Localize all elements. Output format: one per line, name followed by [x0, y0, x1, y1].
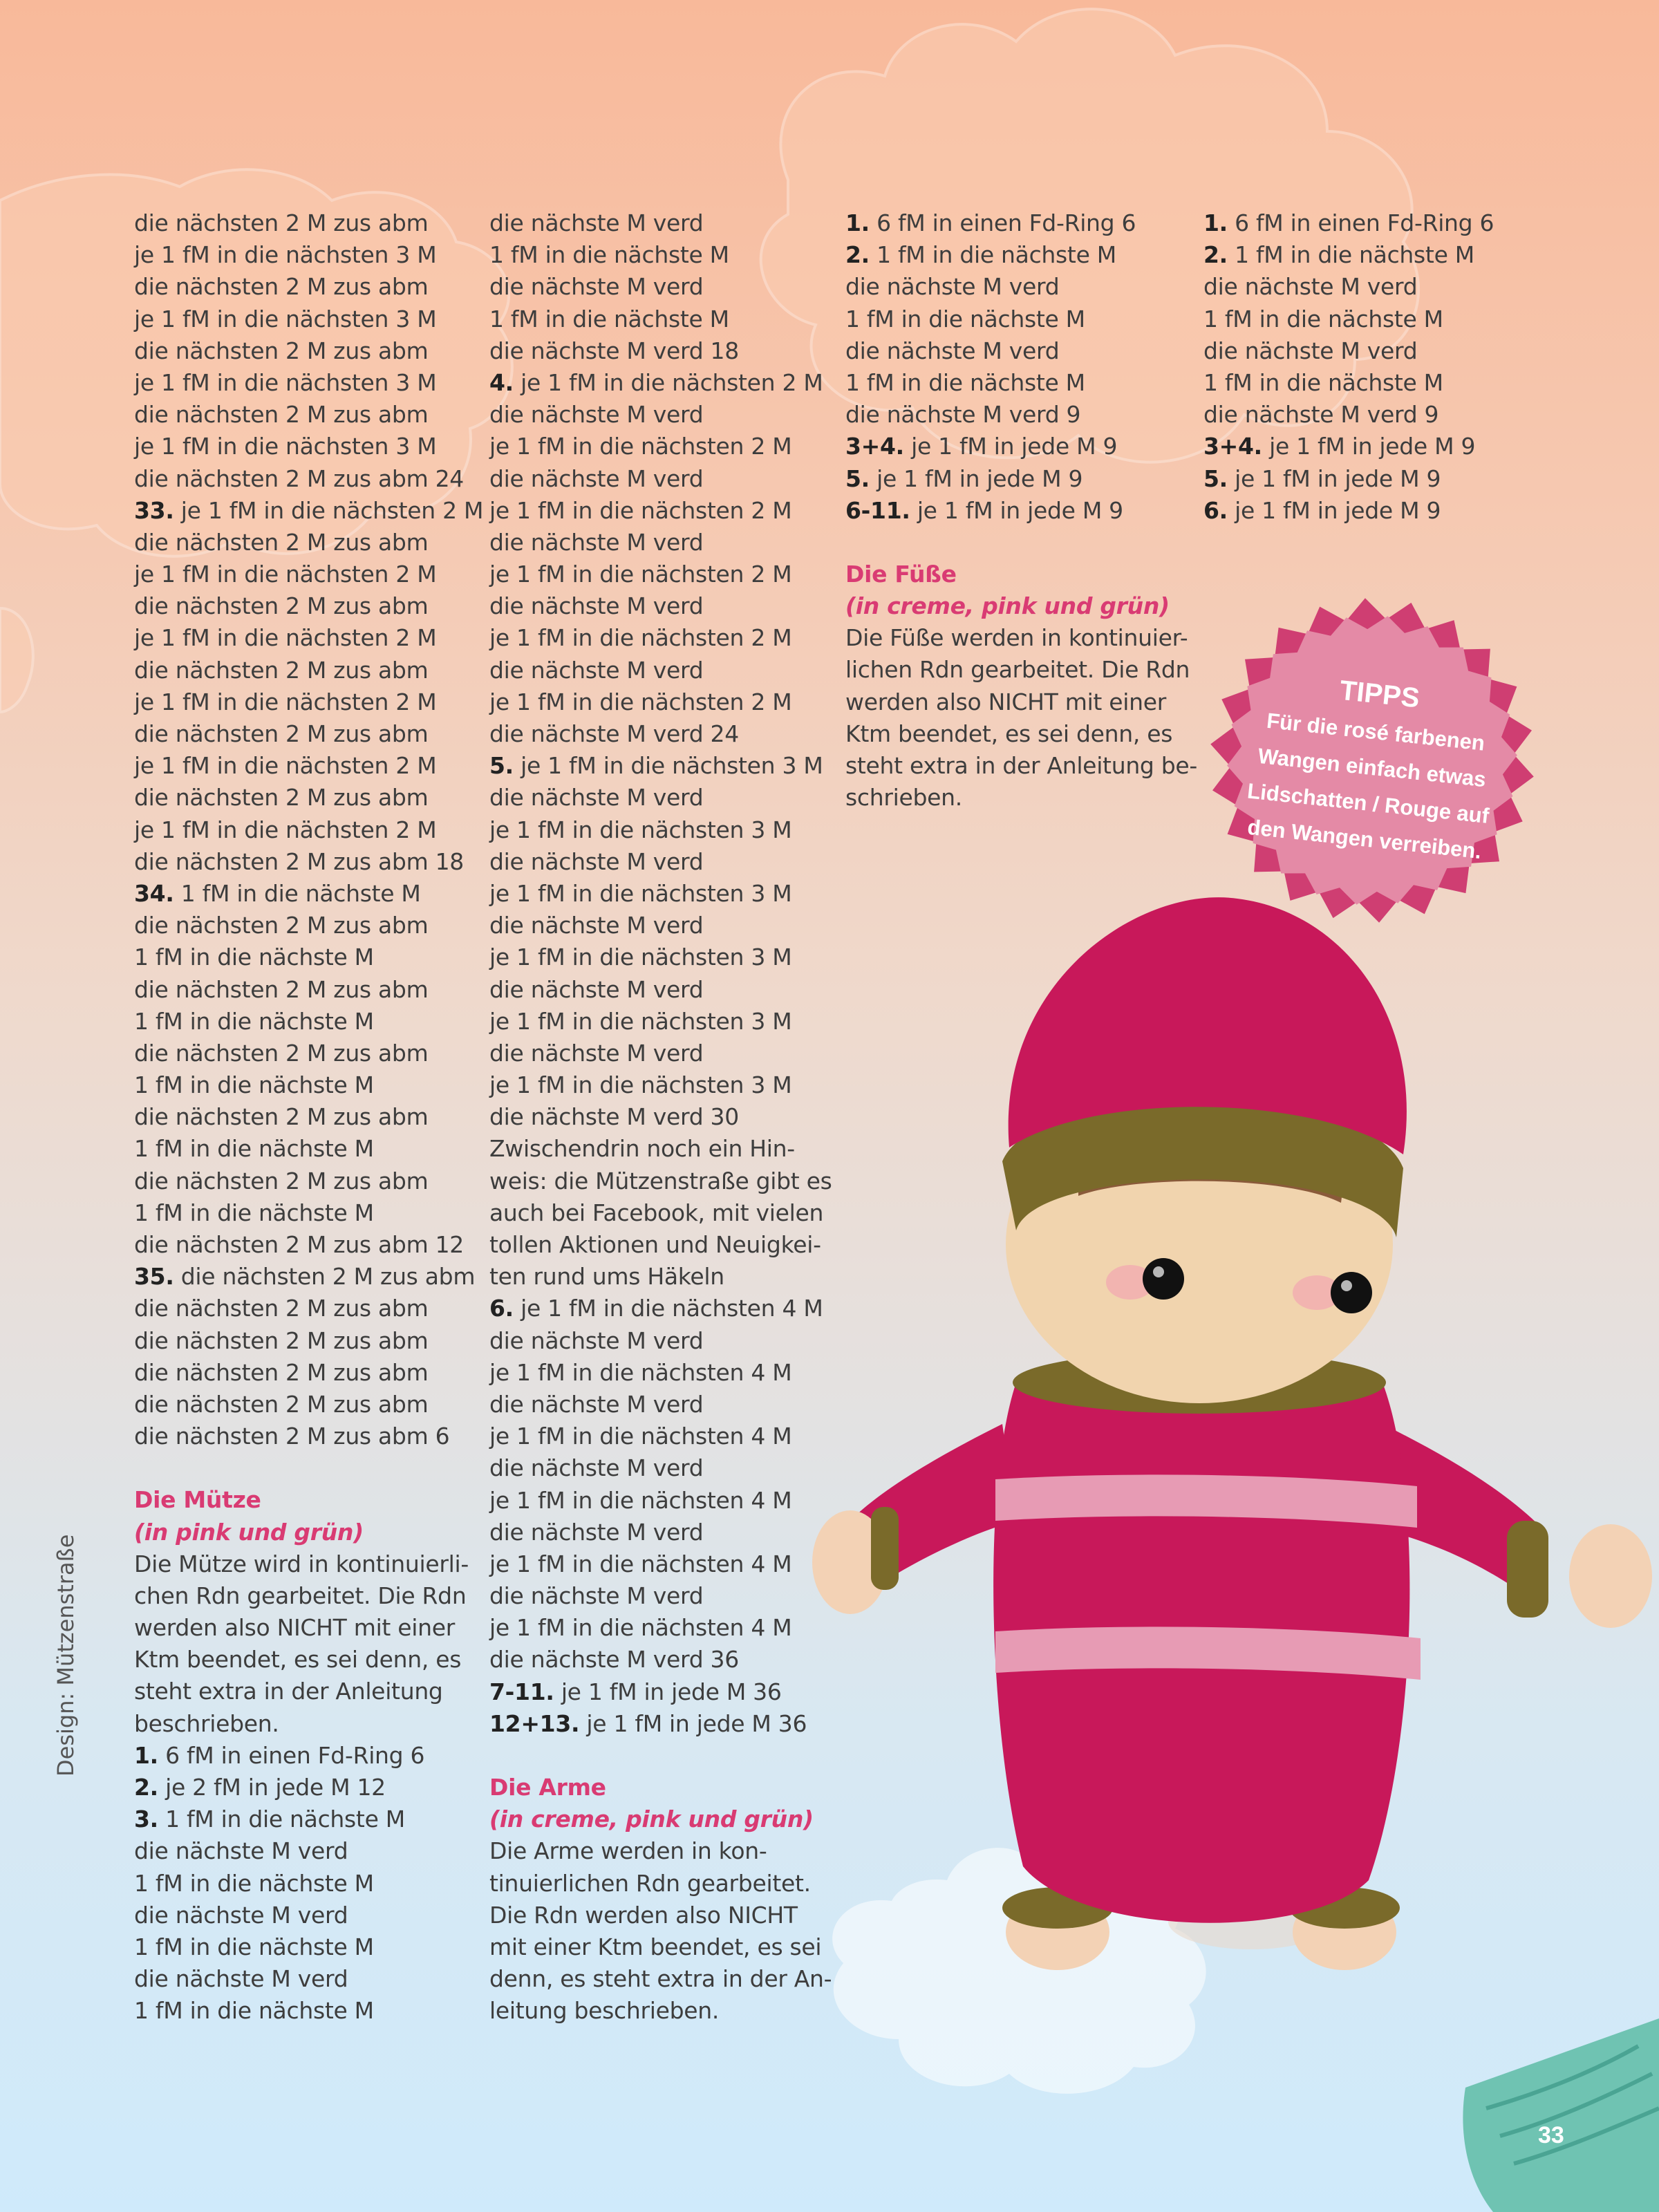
instruction-text: die nächste M verd: [489, 592, 704, 620]
instruction-line: [489, 559, 828, 590]
instruction-text: die nächsten 2 M zus abm: [134, 592, 429, 620]
round-number: 2.: [134, 1774, 158, 1801]
instruction-line: [134, 1931, 473, 1963]
tipps-badge: [1206, 594, 1538, 926]
round-number: 1.: [1203, 209, 1228, 236]
instruction-line: [134, 1900, 473, 1931]
instruction-line: [134, 750, 473, 782]
instruction-line: [489, 1421, 828, 1452]
instruction-line: [489, 1165, 832, 1197]
instruction-line: [489, 622, 828, 654]
instruction-text: je 1 fM in die nächsten 3 M: [489, 944, 792, 971]
instruction-line: [134, 1389, 473, 1421]
instruction-line: [489, 1676, 828, 1708]
instruction-line: [489, 782, 828, 814]
instruction-text: die nächsten 2 M zus abm: [134, 656, 429, 684]
section-paragraph-line: schrieben.: [845, 784, 962, 812]
instruction-text: die nächste M verd: [489, 1454, 704, 1482]
instruction-text: Zwischendrin noch ein Hin-: [489, 1135, 795, 1163]
instruction-line: [134, 303, 473, 335]
instruction-text: die nächsten 2 M zus abm: [134, 528, 429, 556]
instruction-line: [489, 846, 828, 878]
instruction-text: die nächste M verd: [489, 784, 704, 812]
instruction-text: die nächste M verd: [489, 1582, 704, 1610]
section-heading: Die Füße: [845, 560, 957, 588]
instruction-text: die nächste M verd: [1203, 273, 1418, 301]
instruction-text: je 1 fM in die nächsten 4 M: [513, 1295, 823, 1322]
instruction-line: [489, 1069, 828, 1101]
instruction-line: [845, 303, 1184, 335]
instruction-line: [134, 622, 473, 654]
instruction-line: [489, 1325, 828, 1357]
instruction-text: die nächsten 2 M zus abm 24: [134, 465, 465, 492]
instruction-text: die nächsten 2 M zus abm: [134, 273, 429, 301]
section-heading: Die Mütze: [134, 1486, 261, 1514]
instruction-text: die nächste M verd: [845, 273, 1060, 301]
section-paragraph-line: beschrieben.: [134, 1709, 279, 1737]
instruction-line: [134, 1069, 473, 1101]
instruction-text: je 1 fM in jede M 9: [1227, 465, 1441, 492]
instruction-line: [134, 1133, 473, 1165]
round-number: 1.: [845, 209, 870, 236]
instruction-line: [134, 431, 473, 462]
instruction-line: [489, 910, 828, 941]
instruction-line: [134, 846, 473, 878]
round-number: 2.: [1203, 241, 1228, 269]
instruction-line: [134, 239, 473, 271]
instruction-text: die nächste M verd: [489, 912, 704, 939]
instruction-line: [134, 207, 473, 239]
instruction-text: die nächsten 2 M zus abm: [134, 209, 429, 236]
section-paragraph-line: Ktm beendet, es sei denn, es: [134, 1646, 462, 1674]
section-paragraph-line: lichen Rdn gearbeitet. Die Rdn: [845, 656, 1190, 684]
round-number: 6.: [1203, 496, 1228, 524]
instruction-text: je 1 fM in die nächsten 3 M: [489, 1007, 792, 1035]
corner-leaf-decoration: [1463, 2018, 1659, 2212]
instruction-line: [134, 495, 484, 527]
instruction-text: die nächste M verd: [134, 1837, 348, 1865]
round-number: 12+13.: [489, 1709, 580, 1737]
instruction-text: die nächsten 2 M zus abm: [134, 784, 429, 812]
instruction-line: [134, 271, 473, 303]
instruction-text: je 1 fM in jede M 9: [1227, 496, 1441, 524]
instruction-line: [134, 1038, 473, 1069]
instruction-text: je 1 fM in jede M 36: [579, 1709, 807, 1737]
instruction-line: [489, 271, 828, 303]
instruction-text: je 1 fM in die nächsten 3 M: [513, 752, 823, 780]
instruction-line: [845, 399, 1184, 431]
instruction-text: die nächste M verd 24: [489, 720, 739, 747]
instruction-line: [134, 335, 473, 367]
instruction-text: die nächsten 2 M zus abm: [134, 401, 429, 429]
round-number: 2.: [845, 241, 870, 269]
instruction-text: je 1 fM in die nächsten 2 M: [174, 496, 484, 524]
instruction-text: tollen Aktionen und Neuigkei-: [489, 1231, 821, 1258]
instruction-line: [489, 1612, 828, 1644]
section-paragraph-line: werden also NICHT mit einer: [134, 1614, 456, 1642]
round-number: 6-11.: [845, 496, 910, 524]
instruction-line: [489, 1293, 828, 1324]
round-number: 34.: [134, 879, 174, 907]
section-paragraph-line: Ktm beendet, es sei denn, es: [845, 720, 1173, 747]
instruction-text: die nächsten 2 M zus abm 12: [134, 1231, 465, 1258]
section-subheading: (in creme, pink und grün): [845, 592, 1170, 620]
instruction-text: die nächsten 2 M zus abm: [174, 1263, 476, 1291]
instruction-line: [134, 782, 473, 814]
instruction-text: je 1 fM in die nächsten 2 M: [134, 752, 437, 780]
instruction-line: [489, 1548, 828, 1580]
instruction-line: [1203, 335, 1542, 367]
instruction-line: [489, 463, 828, 495]
instruction-text: die nächsten 2 M zus abm: [134, 1103, 429, 1131]
section-paragraph-line: werden also NICHT mit einer: [845, 688, 1167, 715]
instruction-text: 1 fM in die nächste M: [845, 305, 1085, 332]
instruction-line: [489, 1389, 828, 1421]
instruction-line: [489, 495, 828, 527]
section-paragraph-line: mit einer Ktm beendet, es sei: [489, 1933, 822, 1960]
instruction-text: je 1 fM in die nächsten 4 M: [489, 1423, 792, 1450]
instruction-text: 1 fM in die nächste M: [845, 368, 1085, 396]
instruction-line: [134, 1421, 473, 1452]
instruction-text: die nächste M verd: [489, 209, 704, 236]
instruction-line: [1203, 239, 1542, 271]
instruction-text: die nächste M verd: [489, 656, 704, 684]
instruction-text: je 1 fM in jede M 9: [869, 465, 1083, 492]
round-number: 5.: [1203, 465, 1228, 492]
instruction-text: je 1 fM in die nächsten 4 M: [489, 1614, 792, 1642]
instruction-line: [489, 239, 828, 271]
instruction-text: je 1 fM in die nächsten 3 M: [134, 305, 437, 332]
tipps-title: TIPPS: [1338, 675, 1421, 714]
instruction-text: die nächsten 2 M zus abm: [134, 720, 429, 747]
instruction-line: [489, 1357, 828, 1389]
instruction-text: 1 fM in die nächste M: [134, 1997, 374, 2025]
round-number: 35.: [134, 1263, 174, 1291]
instruction-line: [845, 431, 1184, 462]
instruction-line: [489, 750, 828, 782]
instruction-text: je 1 fM in die nächsten 3 M: [489, 1071, 792, 1099]
instruction-line: [845, 495, 1184, 527]
instruction-line: [489, 303, 828, 335]
instruction-line: [134, 1772, 473, 1803]
instruction-text: je 1 fM in die nächsten 2 M: [513, 368, 823, 396]
instruction-line: [134, 559, 473, 590]
instruction-text: 1 fM in die nächste M: [134, 944, 374, 971]
instruction-text: die nächsten 2 M zus abm: [134, 1167, 429, 1194]
instruction-text: die nächste M verd: [489, 1039, 704, 1067]
instruction-text: 6 fM in einen Fd-Ring 6: [869, 209, 1136, 236]
instruction-line: [1203, 431, 1542, 462]
instruction-text: je 1 fM in jede M 9: [910, 496, 1123, 524]
instruction-line: [489, 814, 828, 846]
page-number: 33: [1538, 2122, 1564, 2148]
instruction-text: je 1 fM in jede M 36: [554, 1678, 782, 1705]
instruction-text: 1 fM in die nächste M: [489, 305, 729, 332]
section-subheading: (in pink und grün): [134, 1518, 364, 1546]
instruction-text: die nächsten 2 M zus abm: [134, 1327, 429, 1354]
instruction-text: die nächsten 2 M zus abm 6: [134, 1423, 450, 1450]
instruction-text: die nächste M verd: [489, 1390, 704, 1418]
section-paragraph-line: Die Mütze wird in kontinuierli-: [134, 1550, 469, 1577]
instruction-text: 1 fM in die nächste M: [1203, 368, 1443, 396]
instruction-line: [134, 590, 473, 622]
instruction-line: [489, 1101, 828, 1133]
section-paragraph-line: steht extra in der Anleitung: [134, 1678, 443, 1705]
instruction-text: die nächsten 2 M zus abm: [134, 1390, 429, 1418]
instruction-text: die nächste M verd 36: [489, 1646, 739, 1674]
column-1: [134, 207, 484, 2027]
instruction-text: die nächsten 2 M zus abm: [134, 1358, 429, 1386]
instruction-line: [134, 655, 473, 686]
instruction-line: [134, 527, 473, 559]
instruction-text: die nächsten 2 M zus abm: [134, 912, 429, 939]
round-number: 3+4.: [845, 433, 904, 460]
instruction-line: [845, 239, 1184, 271]
instruction-line: [489, 974, 828, 1006]
instruction-text: je 1 fM in die nächsten 4 M: [489, 1550, 792, 1577]
instruction-line: [134, 1995, 473, 2027]
instruction-text: je 1 fM in die nächsten 2 M: [489, 688, 792, 715]
instruction-line: [134, 686, 473, 718]
instruction-text: die nächste M verd: [134, 1965, 348, 1993]
section-paragraph-line: leitung beschrieben.: [489, 1997, 720, 2025]
instruction-line: [489, 207, 828, 239]
instruction-line: [845, 271, 1184, 303]
instruction-text: 1 fM in die nächste M: [1227, 241, 1474, 269]
column-4: [1203, 207, 1542, 527]
instruction-line: [134, 1165, 473, 1197]
instruction-text: 1 fM in die nächste M: [134, 1869, 374, 1897]
instruction-text: 1 fM in die nächste M: [134, 1933, 374, 1960]
instruction-line: [489, 1229, 828, 1261]
section-paragraph-line: Die Arme werden in kon-: [489, 1837, 767, 1865]
round-number: 33.: [134, 496, 174, 524]
instruction-line: [1203, 463, 1542, 495]
instruction-text: die nächste M verd: [134, 1901, 348, 1929]
instruction-line: [489, 1197, 828, 1229]
instruction-line: [489, 1580, 828, 1612]
instruction-text: ten rund ums Häkeln: [489, 1263, 724, 1291]
instruction-text: die nächste M verd: [489, 1518, 704, 1546]
instruction-line: [1203, 367, 1542, 399]
instruction-line: [1203, 207, 1542, 239]
instruction-text: je 1 fM in die nächsten 4 M: [489, 1358, 792, 1386]
instruction-line: [134, 1101, 473, 1133]
instruction-text: je 1 fM in die nächsten 2 M: [134, 624, 437, 652]
instruction-text: je 1 fM in die nächsten 2 M: [134, 688, 437, 715]
instruction-line: [489, 686, 828, 718]
instruction-line: [1203, 271, 1542, 303]
instruction-text: die nächste M verd 9: [845, 401, 1081, 429]
instruction-line: [845, 367, 1184, 399]
section-paragraph-line: chen Rdn gearbeitet. Die Rdn: [134, 1582, 467, 1609]
instruction-text: je 1 fM in die nächsten 3 M: [489, 816, 792, 843]
round-number: 1.: [134, 1741, 158, 1769]
instruction-line: [489, 1038, 828, 1069]
instruction-text: die nächste M verd: [489, 401, 704, 429]
section-paragraph-line: steht extra in der Anleitung be-: [845, 752, 1198, 779]
instruction-line: [1203, 303, 1542, 335]
instruction-line: [1203, 399, 1542, 431]
instruction-line: [134, 1293, 473, 1324]
instruction-text: je 1 fM in die nächsten 3 M: [489, 879, 792, 907]
instruction-text: die nächsten 2 M zus abm: [134, 1295, 429, 1322]
instruction-line: [489, 527, 828, 559]
instruction-text: 1 fM in die nächste M: [134, 1007, 374, 1035]
instruction-line: [489, 1644, 828, 1676]
instruction-line: [845, 463, 1184, 495]
instruction-line: [1203, 495, 1542, 527]
round-number: 5.: [489, 752, 514, 780]
instruction-line: [134, 1261, 476, 1293]
column-2: [489, 207, 832, 2027]
instruction-text: die nächste M verd: [489, 273, 704, 301]
instruction-text: die nächste M verd: [489, 975, 704, 1003]
crochet-doll-image: [812, 897, 1652, 1970]
instruction-text: die nächsten 2 M zus abm: [134, 337, 429, 364]
instruction-text: je 1 fM in die nächsten 2 M: [489, 433, 792, 460]
instruction-line: [134, 1006, 473, 1038]
instruction-line: [134, 1740, 473, 1772]
instruction-line: [489, 1485, 828, 1517]
instruction-line: [489, 941, 828, 973]
instruction-text: je 1 fM in die nächsten 2 M: [489, 561, 792, 588]
instruction-text: je 1 fM in die nächsten 2 M: [489, 624, 792, 652]
instruction-text: je 1 fM in die nächsten 2 M: [134, 561, 437, 588]
section-paragraph-line: tinuierlichen Rdn gearbeitet.: [489, 1869, 811, 1897]
design-credit: Design: Mützenstraße: [53, 1534, 79, 1777]
instruction-text: 1 fM in die nächste M: [174, 879, 421, 907]
section-heading: Die Arme: [489, 1774, 606, 1801]
round-number: 6.: [489, 1295, 514, 1322]
instruction-text: auch bei Facebook, mit vielen: [489, 1199, 824, 1226]
instruction-text: je 1 fM in jede M 9: [1262, 433, 1476, 460]
instruction-text: je 1 fM in die nächsten 3 M: [134, 433, 437, 460]
instruction-line: [134, 399, 473, 431]
instruction-line: [134, 974, 473, 1006]
instruction-line: [134, 1803, 473, 1835]
round-number: 7-11.: [489, 1678, 554, 1705]
instruction-line: [489, 1261, 828, 1293]
instruction-text: die nächste M verd 30: [489, 1103, 739, 1131]
section-paragraph-line: Die Rdn werden also NICHT: [489, 1901, 798, 1929]
round-number: 3.: [134, 1806, 158, 1833]
column-3: [845, 207, 1198, 814]
instruction-text: die nächste M verd: [489, 847, 704, 875]
instruction-text: 1 fM in die nächste M: [1203, 305, 1443, 332]
instruction-text: die nächste M verd: [1203, 337, 1418, 364]
instruction-text: je 1 fM in jede M 9: [903, 433, 1118, 460]
section-paragraph-line: denn, es steht extra in der An-: [489, 1965, 832, 1993]
section-paragraph-line: Die Füße werden in kontinuier-: [845, 624, 1188, 652]
instruction-line: [489, 399, 828, 431]
instruction-line: [489, 335, 828, 367]
tipps-body: Für die rosé farbenen Wangen einfach etwas Lidschatten / Rouge auf den Wangen verreiben.: [1246, 708, 1490, 864]
instruction-line: [845, 207, 1184, 239]
instruction-line: [134, 718, 473, 750]
instruction-line: [134, 814, 473, 846]
instruction-text: 6 fM in einen Fd-Ring 6: [158, 1741, 425, 1769]
instruction-text: die nächste M verd 9: [1203, 401, 1439, 429]
instruction-line: [134, 1963, 473, 1995]
instruction-text: je 1 fM in die nächsten 4 M: [489, 1486, 792, 1514]
round-number: 3+4.: [1203, 433, 1262, 460]
instruction-text: 1 fM in die nächste M: [869, 241, 1116, 269]
instruction-line: [134, 1325, 473, 1357]
instruction-line: [134, 367, 473, 399]
instruction-line: [134, 878, 473, 910]
instruction-line: [489, 367, 828, 399]
instruction-line: [489, 878, 828, 910]
instruction-line: [489, 1517, 828, 1548]
instruction-text: weis: die Mützenstraße gibt es: [489, 1167, 832, 1194]
instruction-text: 1 fM in die nächste M: [489, 241, 729, 269]
instruction-text: je 1 fM in die nächsten 3 M: [134, 241, 437, 269]
instruction-line: [134, 1229, 473, 1261]
instruction-line: [134, 910, 473, 941]
instruction-line: [489, 431, 828, 462]
instruction-line: [489, 1006, 828, 1038]
instruction-text: die nächste M verd: [489, 465, 704, 492]
instruction-line: [489, 1708, 828, 1740]
instruction-line: [489, 718, 828, 750]
instruction-text: 1 fM in die nächste M: [134, 1135, 374, 1163]
instruction-text: je 2 fM in jede M 12: [158, 1774, 386, 1801]
section-subheading: (in creme, pink und grün): [489, 1806, 814, 1833]
instruction-text: 1 fM in die nächste M: [134, 1071, 374, 1099]
instruction-line: [845, 335, 1184, 367]
instruction-text: je 1 fM in die nächsten 2 M: [489, 496, 792, 524]
instruction-text: die nächste M verd: [845, 337, 1060, 364]
instruction-text: je 1 fM in die nächsten 2 M: [134, 816, 437, 843]
instruction-text: die nächsten 2 M zus abm: [134, 1039, 429, 1067]
instruction-line: [489, 1452, 828, 1484]
instruction-text: die nächsten 2 M zus abm 18: [134, 847, 465, 875]
instruction-text: 6 fM in einen Fd-Ring 6: [1227, 209, 1494, 236]
round-number: 5.: [845, 465, 870, 492]
instruction-text: 1 fM in die nächste M: [158, 1806, 405, 1833]
instruction-text: die nächste M verd 18: [489, 337, 739, 364]
instruction-line: [134, 1835, 473, 1867]
instruction-line: [489, 590, 828, 622]
instruction-line: [134, 463, 473, 495]
instruction-line: [489, 1133, 828, 1165]
instruction-text: die nächste M verd: [489, 528, 704, 556]
instruction-line: [134, 1357, 473, 1389]
instruction-text: 1 fM in die nächste M: [134, 1199, 374, 1226]
instruction-text: je 1 fM in die nächsten 3 M: [134, 368, 437, 396]
instruction-line: [134, 1197, 473, 1229]
instruction-line: [134, 941, 473, 973]
instruction-line: [134, 1868, 473, 1900]
instruction-line: [489, 655, 828, 686]
round-number: 4.: [489, 368, 514, 396]
instruction-text: die nächste M verd: [489, 1327, 704, 1354]
instruction-text: die nächsten 2 M zus abm: [134, 975, 429, 1003]
